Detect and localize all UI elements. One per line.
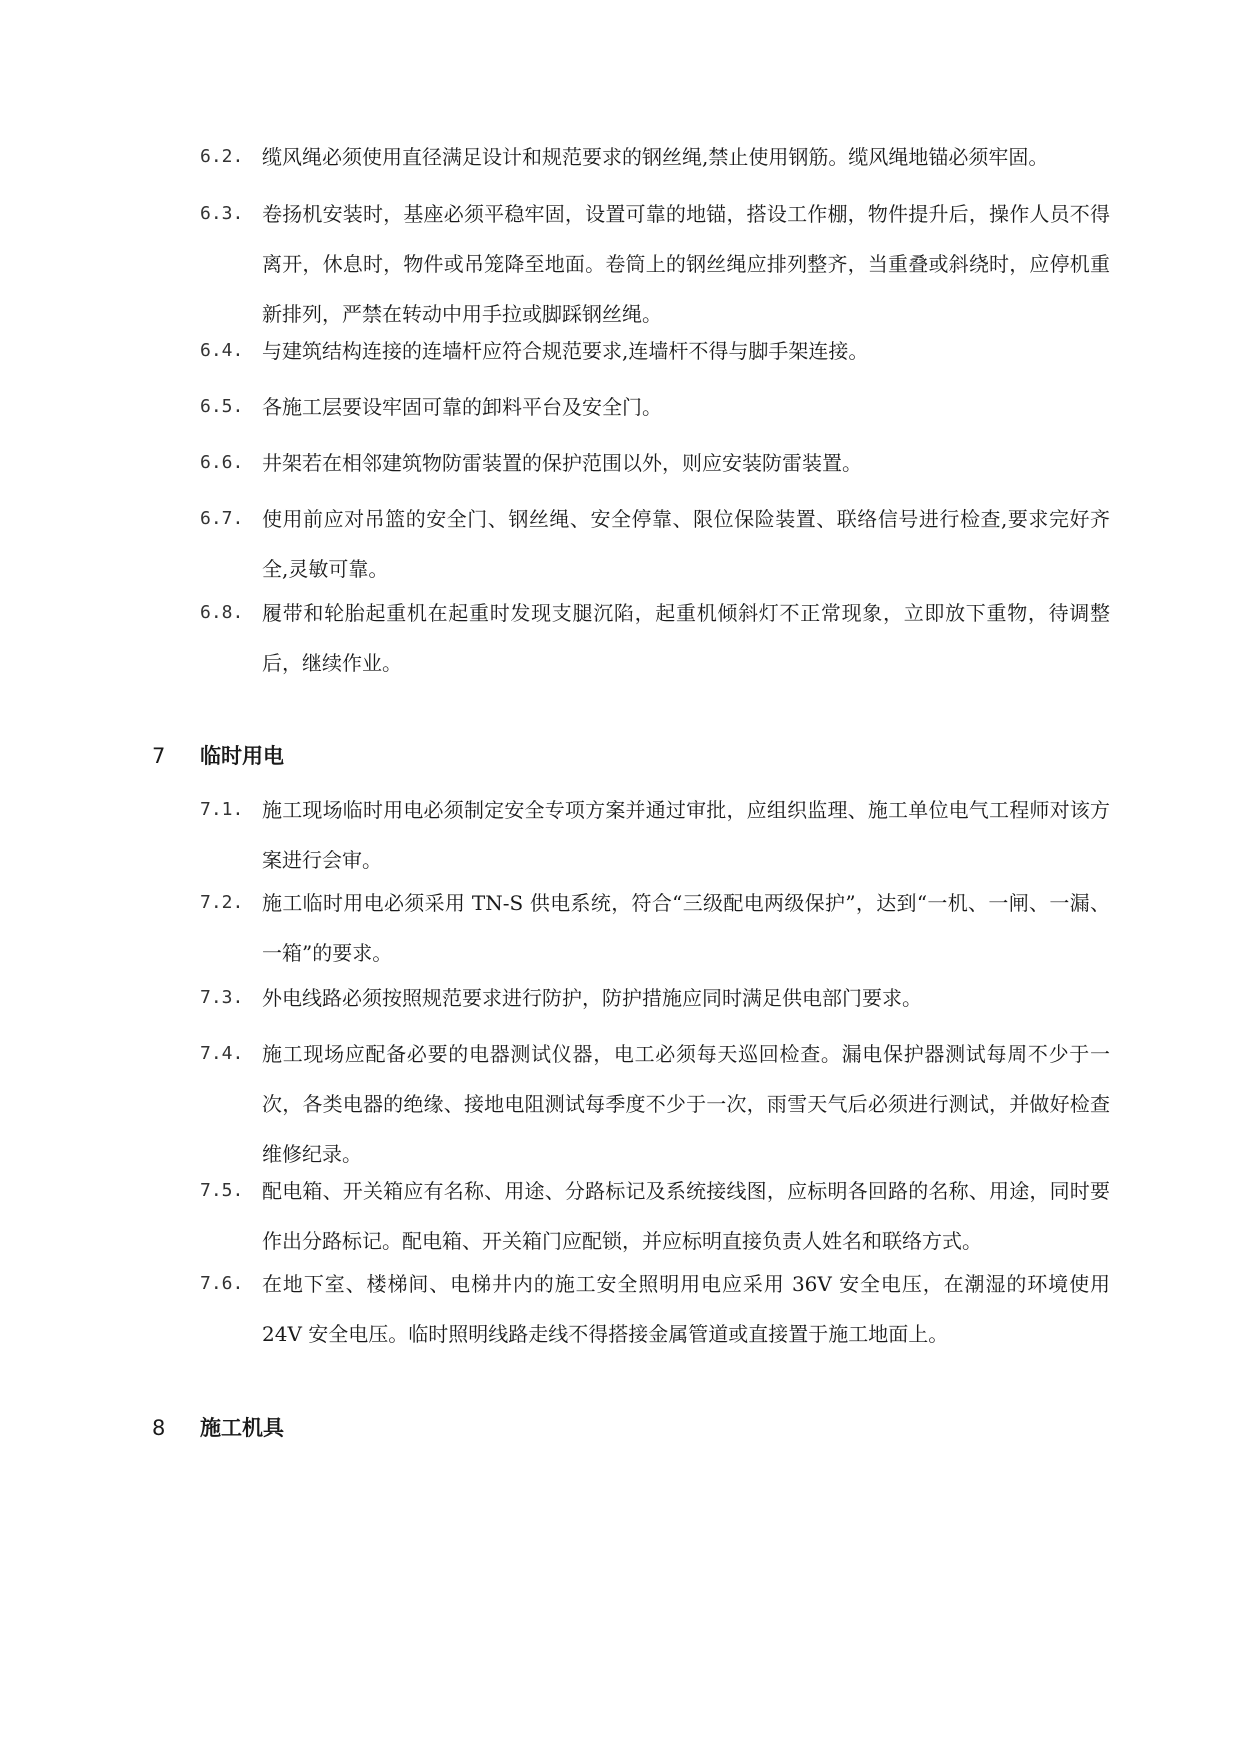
clause-6-7	[200, 494, 1110, 594]
clause-number: 6.6.	[200, 452, 244, 473]
clause-7-6	[200, 1259, 1110, 1359]
clause-number: 6.3.	[200, 203, 244, 224]
clause-6-8	[200, 588, 1110, 688]
clause-number: 7.3.	[200, 987, 244, 1008]
clause-7-3	[200, 973, 1110, 1023]
clause-text: 外电线路必须按照规范要求进行防护，防护措施应同时满足供电部门要求。	[262, 986, 922, 1010]
clause-text: 与建筑结构连接的连墙杆应符合规范要求,连墙杆不得与脚手架连接。	[262, 339, 869, 363]
clause-text: 配电箱、开关箱应有名称、用途、分路标记及系统接线图，应标明各回路的名称、用途，同时要作出分路标记。配电箱、开关箱门应配锁，并应标明直接负责人姓名和联络方式。	[262, 1179, 1110, 1253]
clause-7-4	[200, 1029, 1110, 1179]
section-title: 施工机具	[200, 1416, 284, 1440]
clause-number: 6.8.	[200, 602, 244, 623]
clause-number: 6.4.	[200, 340, 244, 361]
section-title: 临时用电	[200, 744, 284, 768]
clause-text: 使用前应对吊篮的安全门、钢丝绳、安全停靠、限位保险装置、联络信号进行检查,要求完好齐全,灵敏可靠。	[262, 507, 1110, 581]
clause-number: 6.2.	[200, 146, 244, 167]
clause-text: 井架若在相邻建筑物防雷装置的保护范围以外，则应安装防雷装置。	[262, 451, 862, 475]
clause-text: 缆风绳必须使用直径满足设计和规范要求的钢丝绳,禁止使用钢筋。缆风绳地锚必须牢固。	[262, 145, 1049, 169]
clause-6-5	[200, 382, 1110, 432]
section-heading-8	[152, 1408, 284, 1448]
section-number: 8	[152, 1416, 166, 1440]
section-heading-7	[152, 736, 284, 776]
clause-6-2	[200, 132, 1110, 182]
clause-text: 施工现场临时用电必须制定安全专项方案并通过审批，应组织监理、施工单位电气工程师对该方案进行会审。	[262, 798, 1110, 872]
clause-number: 6.7.	[200, 508, 244, 529]
clause-number: 6.5.	[200, 396, 244, 417]
clause-7-2	[200, 878, 1110, 978]
clause-number: 7.5.	[200, 1180, 244, 1201]
clause-text: 在地下室、楼梯间、电梯井内的施工安全照明用电应采用 36V 安全电压，在潮湿的环境使用 24V 安全电压。临时照明线路走线不得搭接金属管道或直接置于施工地面上。	[262, 1272, 1110, 1346]
clause-6-4	[200, 326, 1110, 376]
clause-text: 施工临时用电必须采用 TN-S 供电系统，符合“三级配电两级保护”，达到“一机、一闸、一漏、一箱”的要求。	[262, 891, 1110, 965]
clause-number: 7.1.	[200, 799, 244, 820]
clause-7-5	[200, 1166, 1110, 1266]
clause-7-1	[200, 785, 1110, 885]
clause-6-3	[200, 189, 1110, 339]
clause-number: 7.4.	[200, 1043, 244, 1064]
clause-text: 履带和轮胎起重机在起重时发现支腿沉陷，起重机倾斜灯不正常现象，立即放下重物，待调整后，继续作业。	[262, 601, 1110, 675]
clause-text: 施工现场应配备必要的电器测试仪器，电工必须每天巡回检查。漏电保护器测试每周不少于一次，各类电器的绝缘、接地电阻测试每季度不少于一次，雨雪天气后必须进行测试，并做好检查维修纪录。	[262, 1042, 1110, 1166]
clause-number: 7.2.	[200, 892, 244, 913]
clause-text: 各施工层要设牢固可靠的卸料平台及安全门。	[262, 395, 662, 419]
section-number: 7	[152, 744, 166, 768]
clause-number: 7.6.	[200, 1273, 244, 1294]
clause-6-6	[200, 438, 1110, 488]
clause-text: 卷扬机安装时，基座必须平稳牢固，设置可靠的地锚，搭设工作棚，物件提升后，操作人员不得离开，休息时，物件或吊笼降至地面。卷筒上的钢丝绳应排列整齐，当重叠或斜绕时，应停机重新排列，严禁在转动中用手拉或脚踩钢丝绳。	[262, 202, 1110, 326]
